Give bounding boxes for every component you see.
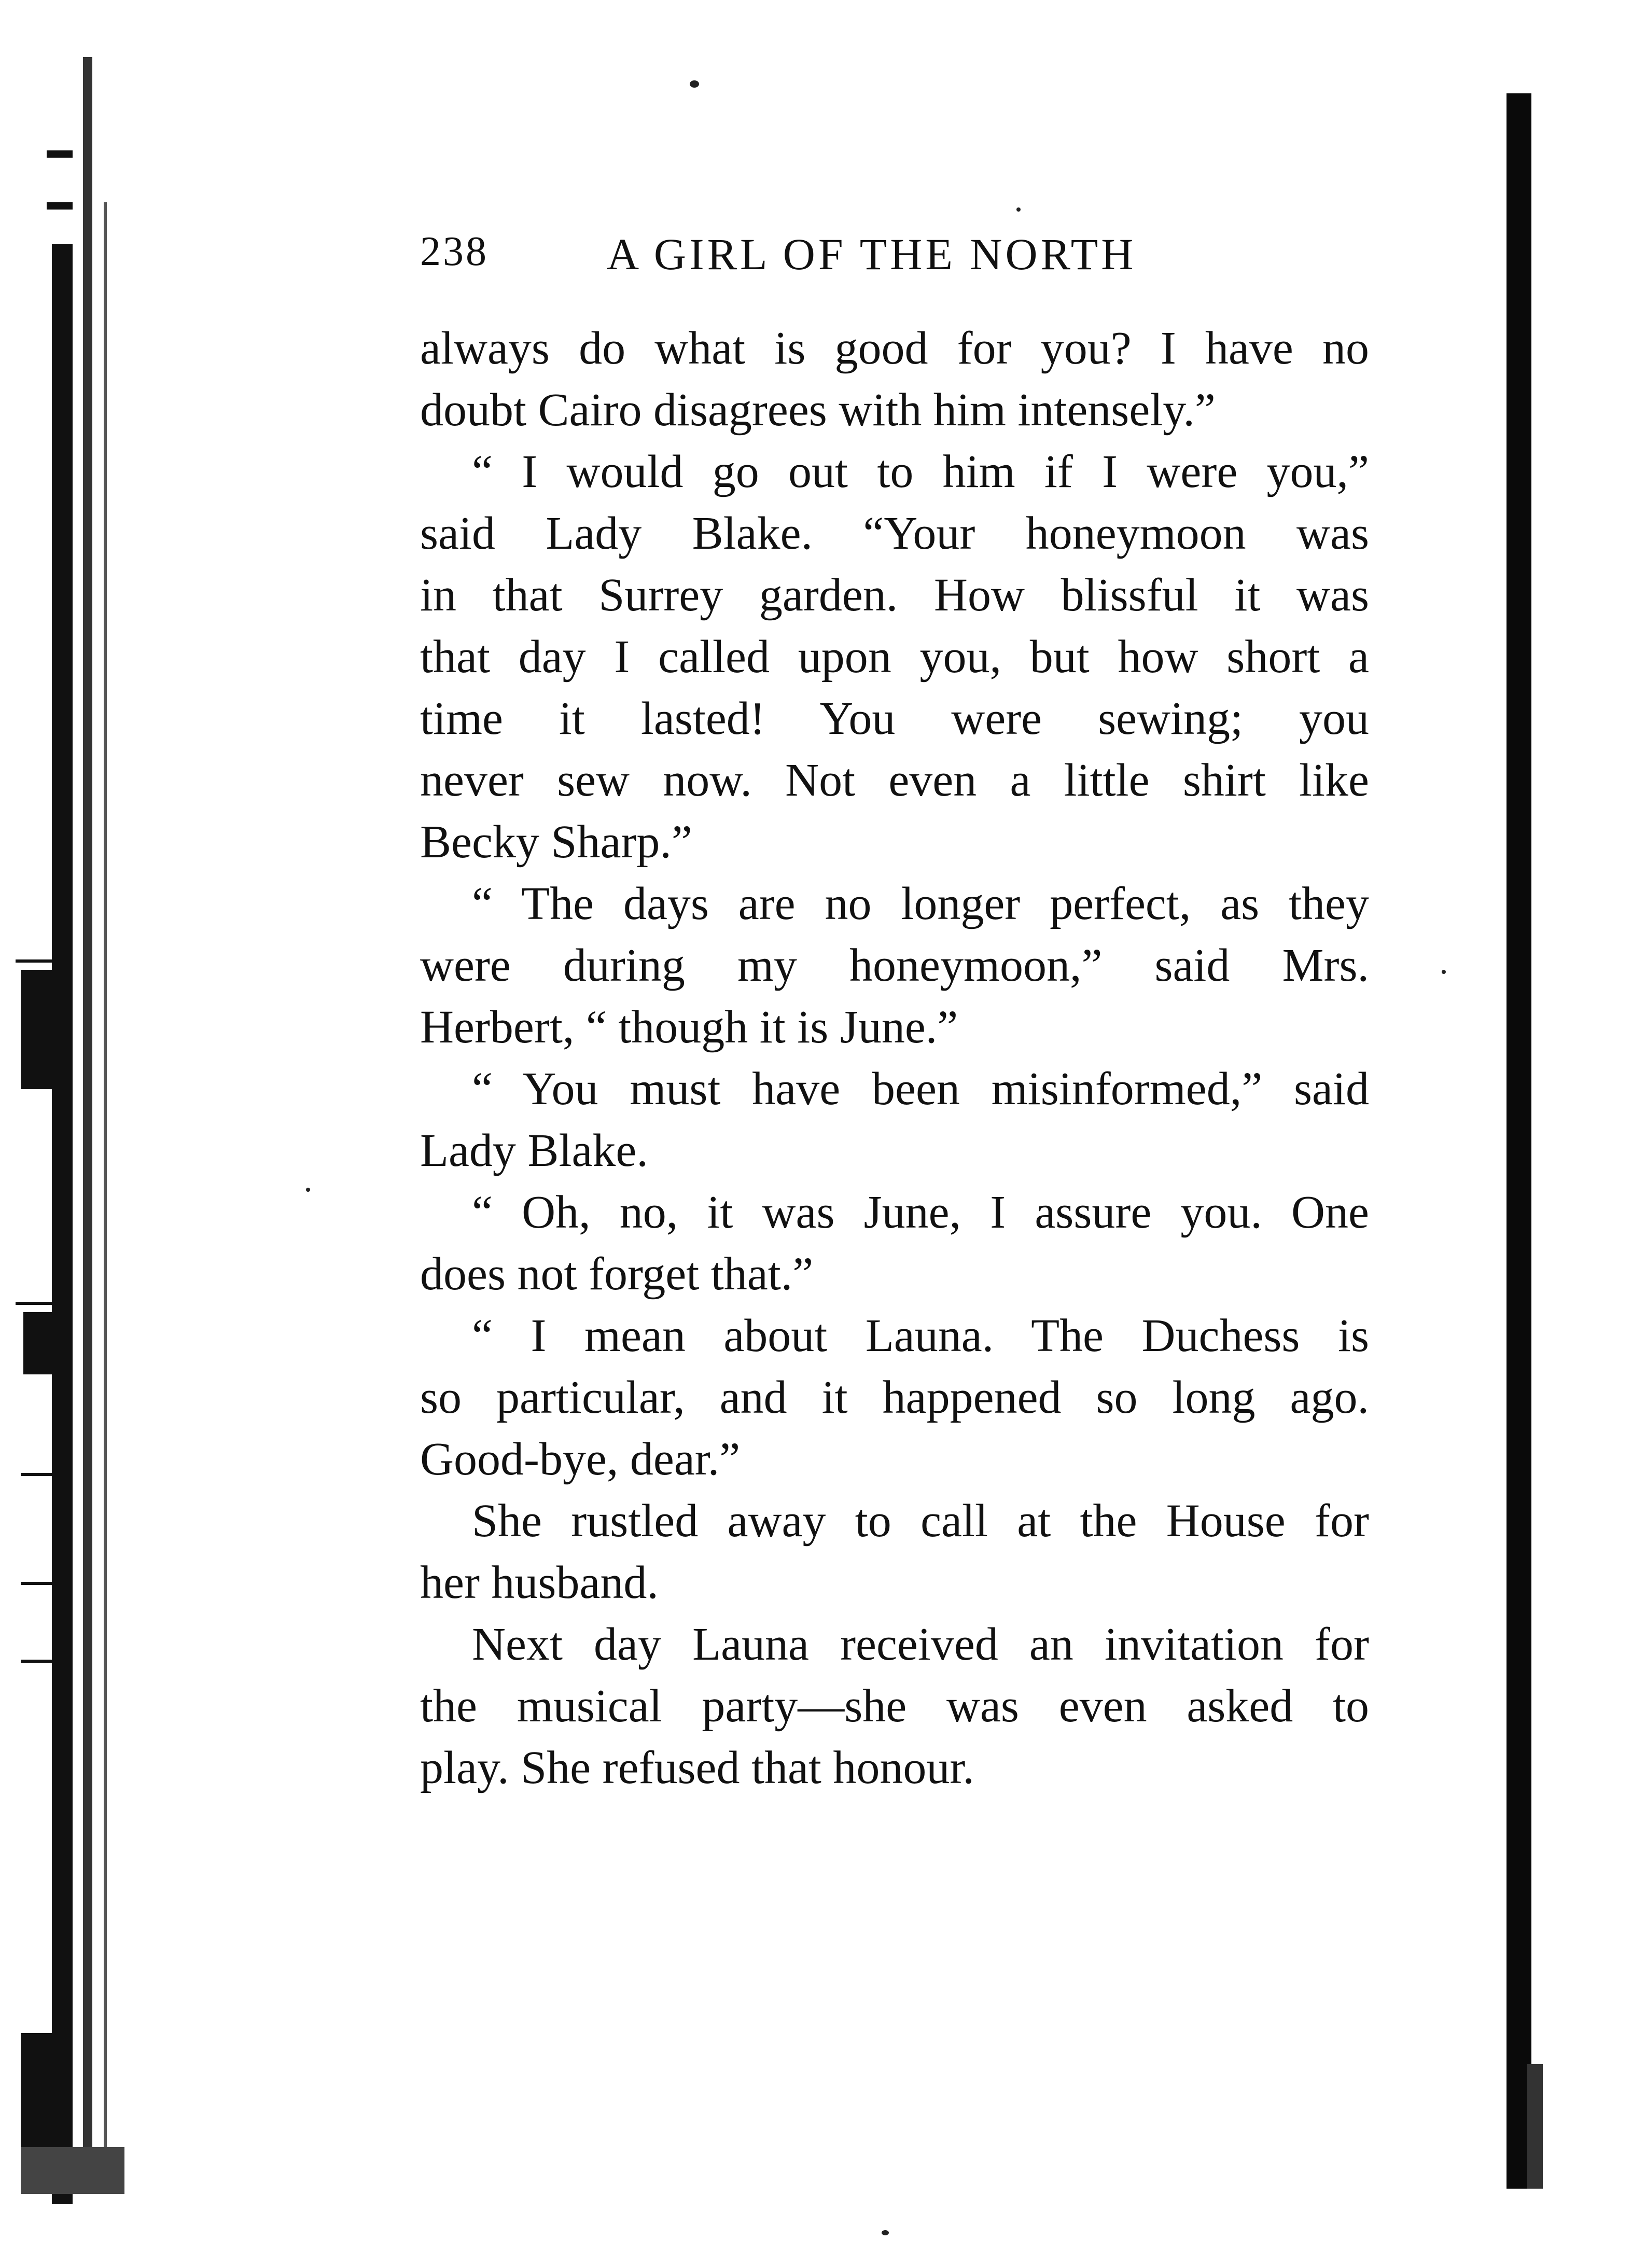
scan-speck: [1016, 207, 1021, 212]
text-line: never sew now. Not even a little shirt like: [420, 755, 1369, 806]
text-line: time it lasted! You were sewing; you: [420, 693, 1369, 744]
scan-speck: [306, 1188, 310, 1192]
text-line: Next day Launa received an invitation for: [472, 1619, 1369, 1670]
page-number: 238: [420, 229, 489, 274]
text-line: said Lady Blake. “Your honeymoon was: [420, 508, 1369, 559]
text-line: does not forget that.”: [420, 1248, 814, 1300]
text-line: in that Surrey garden. How blissful it was: [420, 569, 1369, 621]
right-gutter-edge: [1507, 93, 1543, 2189]
text-line: the musical party—she was even asked to: [420, 1680, 1369, 1732]
text-line: her husband.: [420, 1557, 659, 1608]
text-line: Lady Blake.: [420, 1125, 648, 1176]
running-header: [420, 228, 1374, 285]
text-line: Herbert, “ though it is June.”: [420, 1001, 958, 1053]
scan-speck: [1442, 970, 1446, 974]
left-binding-edge: [0, 47, 130, 2199]
text-line: that day I called upon you, but how short a: [420, 631, 1369, 683]
text-line: Good-bye, dear.”: [420, 1434, 741, 1485]
text-line: always do what is good for you? I have no: [420, 323, 1369, 374]
text-line: “ The days are no longer perfect, as they: [472, 878, 1369, 929]
text-line: were during my honeymoon,” said Mrs.: [420, 940, 1369, 991]
text-line: doubt Cairo disagrees with him intensely.”: [420, 384, 1216, 436]
running-title: A GIRL OF THE NORTH: [607, 229, 1137, 279]
body-text: [420, 317, 1369, 1799]
scan-speck: [690, 80, 699, 88]
text-line: Becky Sharp.”: [420, 816, 692, 868]
text-line: She rustled away to call at the House for: [472, 1495, 1369, 1547]
text-line: “ I would go out to him if I were you,”: [472, 446, 1369, 497]
scan-speck: [882, 2230, 889, 2235]
text-line: “ You must have been misinformed,” said: [472, 1063, 1369, 1115]
text-line: so particular, and it happened so long ago.: [420, 1372, 1369, 1423]
text-line: “ I mean about Launa. The Duchess is: [472, 1310, 1369, 1361]
text-line: “ Oh, no, it was June, I assure you. One: [472, 1187, 1369, 1238]
text-line: play. She refused that honour.: [420, 1742, 974, 1793]
